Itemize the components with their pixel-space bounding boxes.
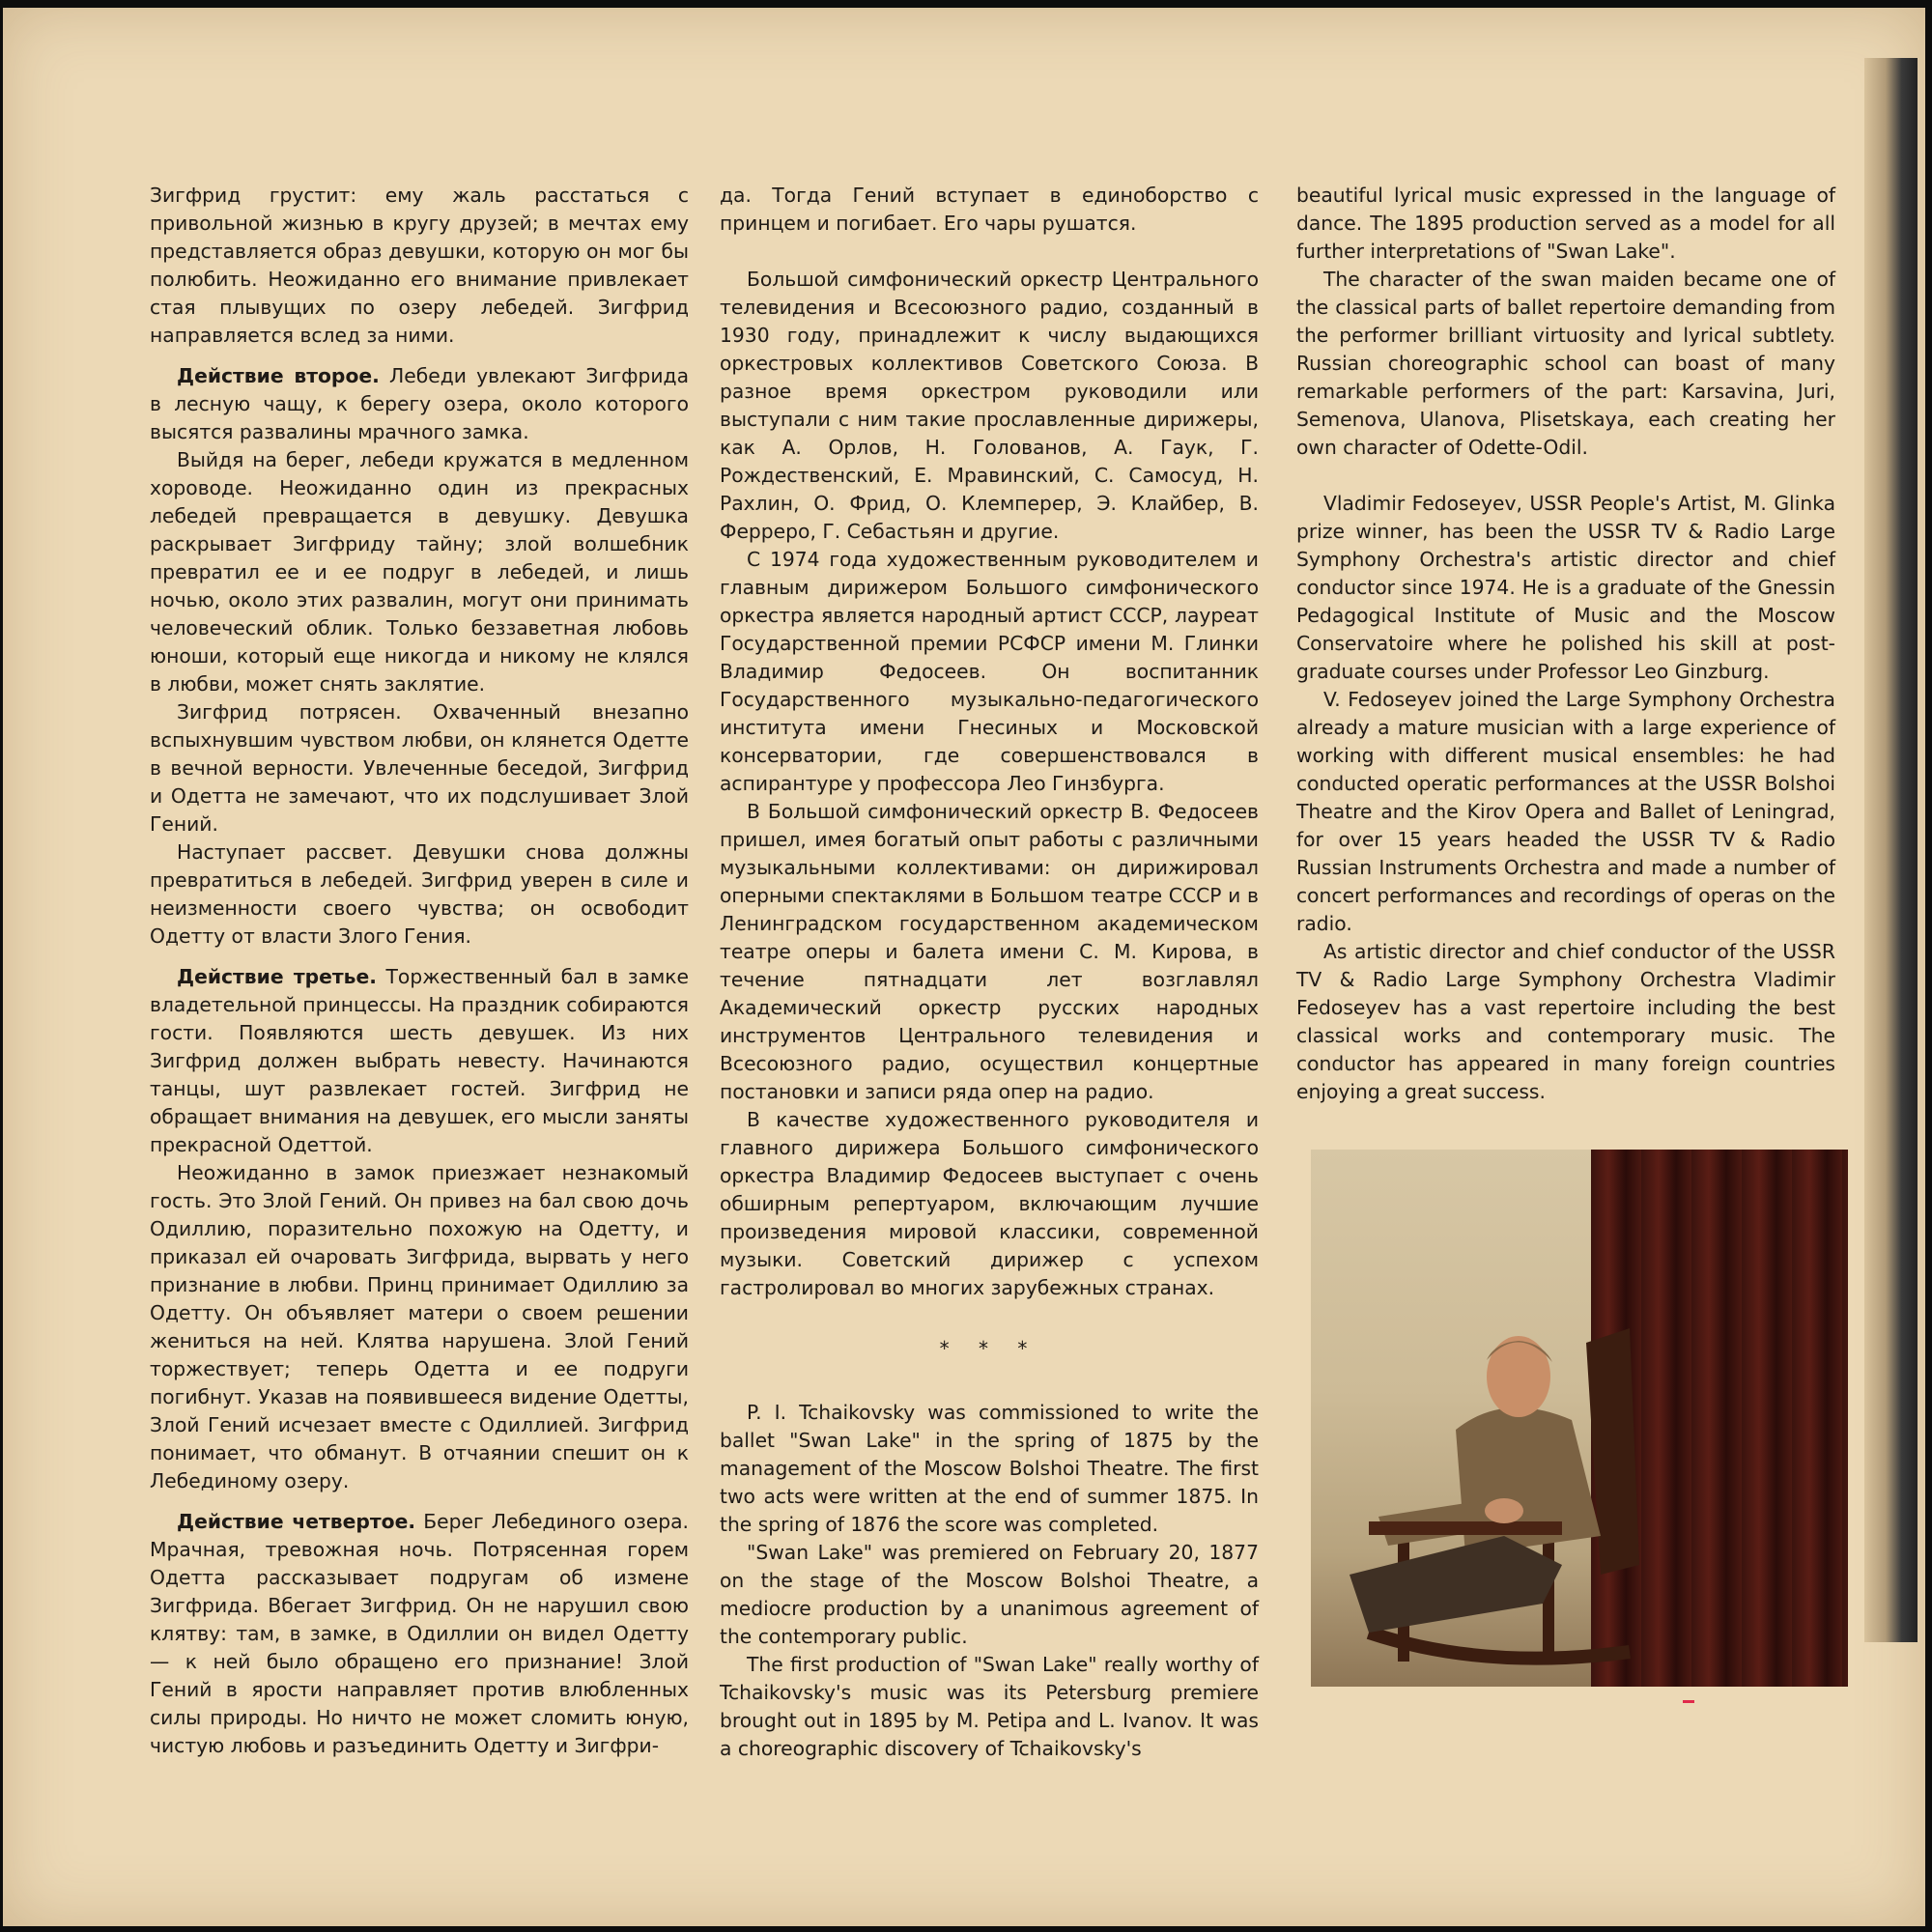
paragraph: V. Fedoseyev joined the Large Symphony Orchestra already a mature musician with a large experience of working with different musical ensembles: he had conducted operatic performances at the USSR Bolshoi Theatre and the Kirov Opera and Ballet of Leningrad, for over 15 years headed the USSR TV & Radio Russian Instruments Orchestra and made a number of concert performances and recordings of operas on the radio. <box>1296 688 1835 935</box>
chair-back <box>1586 1328 1639 1575</box>
paragraph: В качестве художественного руководителя и главного дирижера Большого симфонического оркестра Владимир Федосеев выступает с очень обширным репертуаром, включающим лучшие произведения мировой классики, современной музыки. Советский дирижер с успехом гастролировал во многих зарубежных странах. <box>720 1108 1259 1299</box>
adjacent-page-edge <box>1864 58 1918 1642</box>
act-heading: Действие третье. <box>177 965 377 988</box>
text-column-english-2 <box>1296 182 1835 1106</box>
paragraph: The first production of "Swan Lake" really worthy of Tchaikovsky's music was its Petersburg premiere brought out in 1895 by M. Petipa and L. Ivanov. It was a choreographic discovery of Tchaikovsky's <box>720 1653 1259 1760</box>
paragraph: beautiful lyrical music expressed in the language of dance. The 1895 production served as a model for all further interpretations of "Swan Lake". <box>1296 184 1835 263</box>
paragraph-act-four <box>150 1508 689 1760</box>
seated-man-illustration <box>1311 1150 1848 1687</box>
paragraph: The character of the swan maiden became one of the classical parts of ballet repertoire demanding from the performer brilliant virtuosity and lyrical subtlety. Russian choreographic school can boast of many remarkable performers of the part: Karsavina, Juri, Semenova, Ulanova, Plisetskaya, each creating her own character of Odette-Odil. <box>1296 268 1835 459</box>
paragraph: "Swan Lake" was premiered on February 20, 1877 on the stage of the Moscow Bolshoi Theatre, a mediocre production by a unanimous agreement of the contemporary public. <box>720 1541 1259 1648</box>
trousers <box>1350 1536 1562 1633</box>
act-heading: Действие четвертое. <box>177 1510 416 1533</box>
ink-mark <box>1683 1700 1694 1703</box>
paragraph-conductor: Vladimir Fedoseyev, USSR People's Artist, M. Glinka prize winner, has been the USSR TV & Radio Large Symphony Orchestra's artistic director and chief conductor since 1974. He is a graduate of the Gnessin Pedagogical Institute of Music and the Moscow Conservatoire where he polished his skill at post-graduate courses under Professor Leo Ginzburg. <box>1296 492 1835 683</box>
hand <box>1485 1498 1523 1523</box>
text-column-russian-2 <box>720 182 1259 1302</box>
act-heading: Действие второе. <box>177 364 380 387</box>
paragraph: Зигфрид грустит: ему жаль расстаться с привольной жизнью в кругу друзей; в мечтах ему представляется образ девушки, которую он мог бы полюбить. Неожиданно его внимание привлекает стая плывущих по озеру лебедей. Зигфрид направляется вслед за ними. <box>150 184 689 347</box>
chair-armrest <box>1369 1521 1562 1535</box>
conductor-photo <box>1311 1150 1848 1687</box>
paragraph: Зигфрид потрясен. Охваченный внезапно вспыхнувшим чувством любви, он клянется Одетте в вечной верности. Увлеченные беседой, Зигфрид и Одетта не замечают, что их подслушивает Злой Гений. <box>150 700 689 836</box>
paragraph: Выйдя на берег, лебеди кружатся в медленном хороводе. Неожиданно один из прекрасных лебедей превращается в девушку. Девушка раскрывает Зигфриду тайну; злой волшебник превратил ее и ее подруг в лебедей, и лишь ночью, около этих развалин, могут они принимать человеческий облик. Только беззаветная любовь юноши, который еще никогда и никому не клялся в любви, может снять заклятие. <box>150 448 689 696</box>
act-text: Берег Лебединого озера. Мрачная, тревожная ночь. Потрясенная горем Одетта рассказывает подругам об измене Зигфрида. Вбегает Зигфрид. Он не нарушил свою клятву: там, в замке, в Одиллии он видел Одетту — к ней было обращено его признание! Злой Гений в ярости направляет против влюбленных силы природы. Но ничто не может сломить юную, чистую любовь и разъединить Одетту и Зигфри- <box>150 1510 690 1757</box>
paragraph: P. I. Tchaikovsky was commissioned to write the ballet "Swan Lake" in the spring of 1875 by the management of the Moscow Bolshoi Theatre. The first two acts were written at the end of summer 1875. In the spring of 1876 the score was completed. <box>720 1401 1259 1536</box>
paragraph: As artistic director and chief conductor of the USSR TV & Radio Large Symphony Orchestra Vladimir Fedoseyev has a vast repertoire including the best classical works and contemporary music. The conductor has appeared in many foreign countries enjoying a great success. <box>1296 940 1835 1103</box>
section-divider: * * * <box>939 1337 1039 1360</box>
paragraph-act-two <box>150 362 689 446</box>
act-text: Торжественный бал в замке владетельной принцессы. На праздник собираются гости. Появляются шесть девушек. Из них Зигфрид должен выбрать невесту. Начинаются танцы, шут развлекает гостей. Зигфрид не обращает внимания на девушек, его мысли заняты прекрасной Одеттой. <box>150 965 689 1156</box>
paragraph: В Большой симфонический оркестр В. Федосеев пришел, имея богатый опыт работы с различными музыкальными коллективами: он дирижировал оперными спектаклями в Большом театре СССР и в Ленинградском государственном академическом театре оперы и балета имени С. М. Кирова, в течение пятнадцати лет возглавлял Академический оркестр русских народных инструментов Центрального телевидения и Всесоюзного радио, осуществил концертные постановки и записи ряда опер на радио. <box>720 800 1259 1103</box>
paragraph: Наступает рассвет. Девушки снова должны превратиться в лебедей. Зигфрид уверен в силе и неизменности своего чувства; он освободит Одетту от власти Злого Гения. <box>150 840 689 948</box>
paragraph: С 1974 года художественным руководителем и главным дирижером Большого симфонического оркестра является народный артист СССР, лауреат Государственной премии РСФСР имени М. Глинки Владимир Федосеев. Он воспитанник Государственного музыкально-педагогического института имени Гнесиных и Московской консерватории, где совершенствовался в аспирантуре у профессора Лео Гинзбурга. <box>720 548 1259 795</box>
act-text: Лебеди увлекают Зигфрида в лесную чащу, к берегу озера, около которого высятся развалины мрачного замка. <box>150 364 690 443</box>
paragraph: да. Тогда Гений вступает в единоборство с принцем и погибает. Его чары рушатся. <box>720 184 1259 235</box>
text-column-english-1 <box>720 1399 1259 1763</box>
paragraph: Неожиданно в замок приезжает незнакомый гость. Это Злой Гений. Он привез на бал свою дочь Одиллию, поразительно похожую на Одетту, и приказал ей очаровать Зигфрида, вырвать у него признание в любви. Принц принимает Одиллию за Одетту. Он объявляет матери о своем решении жениться на ней. Клятва нарушена. Злой Гений торжествует; теперь Одетта и ее подруги погибнут. Указав на появившееся видение Одетты, Злой Гений исчезает вместе с Одиллией. Зигфрид понимает, что обманут. В отчаянии спешит он к Лебединому озеру. <box>150 1161 689 1492</box>
paragraph-orchestra: Большой симфонический оркестр Центрального телевидения и Всесоюзного радио, созданный в 1930 году, принадлежит к числу выдающихся оркестровых коллективов Советского Союза. В разное время оркестром руководили или выступали с ним такие прославленные дирижеры, как А. Орлов, Н. Голованов, А. Гаук, Г. Рождественский, Е. Мравинский, С. Самосуд, Н. Рахлин, О. Фрид, О. Клемперер, Э. Клайбер, В. Ферреро, Г. Себастьян и другие. <box>720 268 1259 543</box>
paragraph-act-three <box>150 963 689 1159</box>
text-column-russian-1 <box>150 182 689 1760</box>
